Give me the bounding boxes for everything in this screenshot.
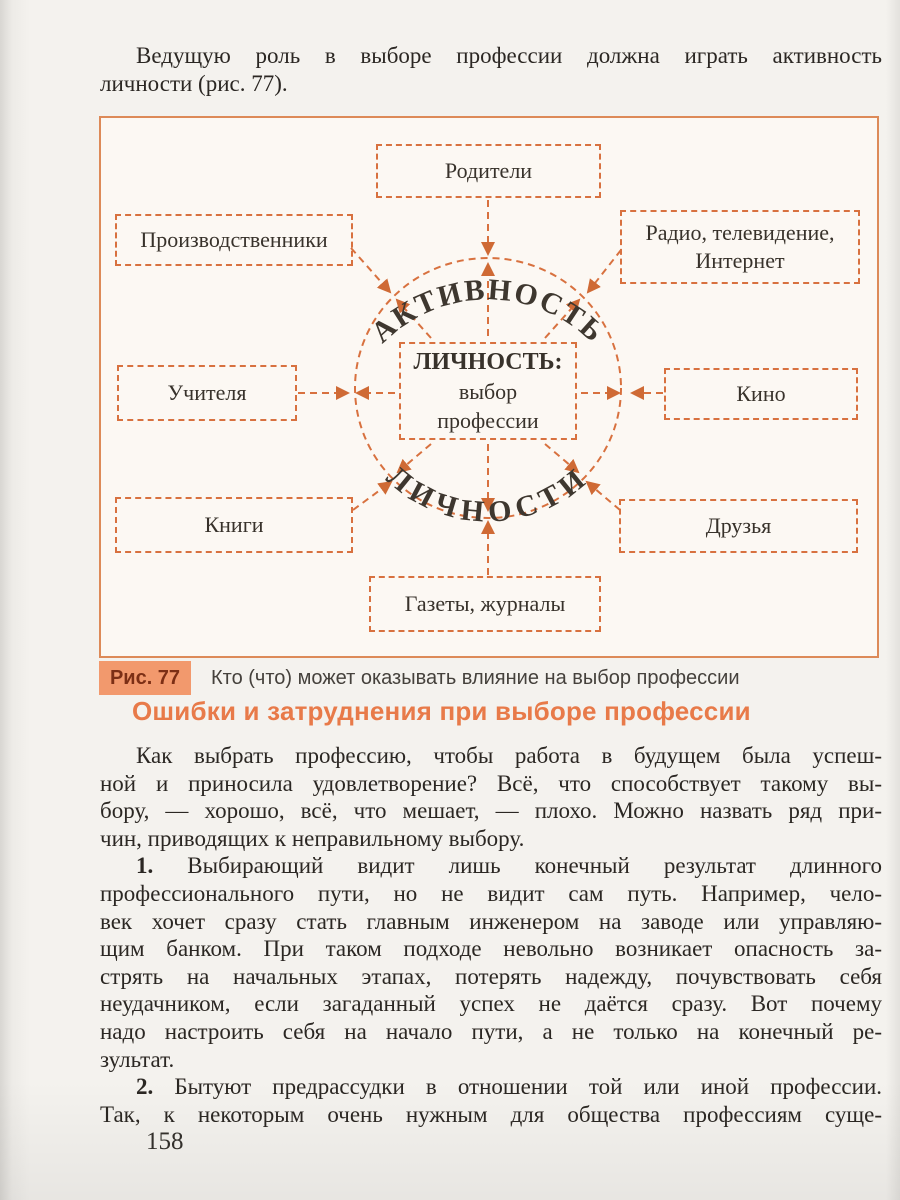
- text-line: век хочет сразу стать главным инженером на заводе или управляю-: [100, 908, 882, 934]
- body-text: [100, 742, 882, 1128]
- center-box-title: ЛИЧНОСТЬ:: [413, 349, 563, 375]
- box-friends: [619, 499, 858, 553]
- box-label: Газеты, журналы: [404, 591, 566, 616]
- box-personality-center: [399, 342, 577, 440]
- box-label: Учителя: [167, 380, 247, 405]
- text-line: неудачником, если загаданный успех не даётся сразу. Вот почему: [100, 991, 882, 1017]
- text-line: профессионального пути, но не видит сам путь. Например, чело-: [100, 880, 882, 906]
- text-line: Так, к некоторым очень нужным для общества профессиям суще-: [100, 1101, 882, 1127]
- text-line: личности (рис. 77).: [100, 70, 288, 96]
- box-label: Книги: [204, 512, 264, 537]
- box-label: Родители: [444, 158, 533, 183]
- text-line: щим банком. При таком подходе невольно возникает опасность за-: [100, 936, 882, 962]
- figure-number-badge: Рис. 77: [99, 661, 191, 695]
- box-books: [115, 497, 353, 553]
- box-label: Интернет: [695, 248, 785, 273]
- figure-caption-text: Кто (что) может оказывать влияние на выбор профессии: [211, 666, 740, 689]
- box-label: Производственники: [140, 227, 328, 252]
- arrow-media: [588, 250, 621, 292]
- center-box-line: профессии: [437, 408, 539, 433]
- figure-77-diagram: [99, 116, 879, 658]
- text-line: бору, — хорошо, всё, что мешает, — плохо. Можно назвать ряд при-: [100, 798, 882, 824]
- text-line: ной и приносила удовлетворение? Всё, что способствует такому вы-: [100, 770, 882, 796]
- text-line: надо настроить себя на начало пути, а не только на конечный ре-: [100, 1018, 882, 1044]
- list-number: 2.: [136, 1074, 154, 1100]
- box-label: Радио, телевидение,: [645, 220, 835, 245]
- box-label: Друзья: [705, 513, 772, 538]
- text-line: чин, приводящих к неправильному выбору.: [100, 825, 525, 851]
- box-cinema: [664, 368, 858, 420]
- text-line: Как выбрать профессию, чтобы работа в будущем была успеш-: [136, 743, 882, 768]
- center-box-line: выбор: [458, 379, 518, 404]
- page-number: 158: [146, 1128, 184, 1155]
- list-number: 1.: [136, 853, 154, 879]
- text-line: [100, 1073, 882, 1101]
- section-heading: Ошибки и затруднения при выборе профессии: [132, 696, 751, 726]
- text-span: Выбирающий видит лишь конечный результат длинного: [187, 853, 882, 879]
- box-producers: [115, 214, 353, 266]
- box-label: Кино: [736, 381, 786, 406]
- text-line: зультат.: [100, 1046, 175, 1072]
- text-span: Бытуют предрассудки в отношении той или иной профессии.: [174, 1074, 882, 1100]
- arc-text-activity: АКТИВНОСТЬ: [364, 272, 612, 350]
- figure-caption: [99, 661, 879, 695]
- box-media: [620, 210, 860, 284]
- intro-paragraph: [100, 42, 882, 97]
- box-teachers: [117, 365, 297, 421]
- box-parents: [376, 144, 601, 198]
- text-line: [100, 852, 882, 880]
- text-line: стрять на начальных этапах, потерять надежду, почувствовать себя: [100, 963, 882, 989]
- arc-text-personality: ЛИЧНОСТИ: [380, 459, 596, 530]
- box-newspapers: [369, 576, 601, 632]
- text-line: Ведущую роль в выборе профессии должна играть активность: [136, 43, 882, 68]
- arrow-producers: [351, 248, 390, 292]
